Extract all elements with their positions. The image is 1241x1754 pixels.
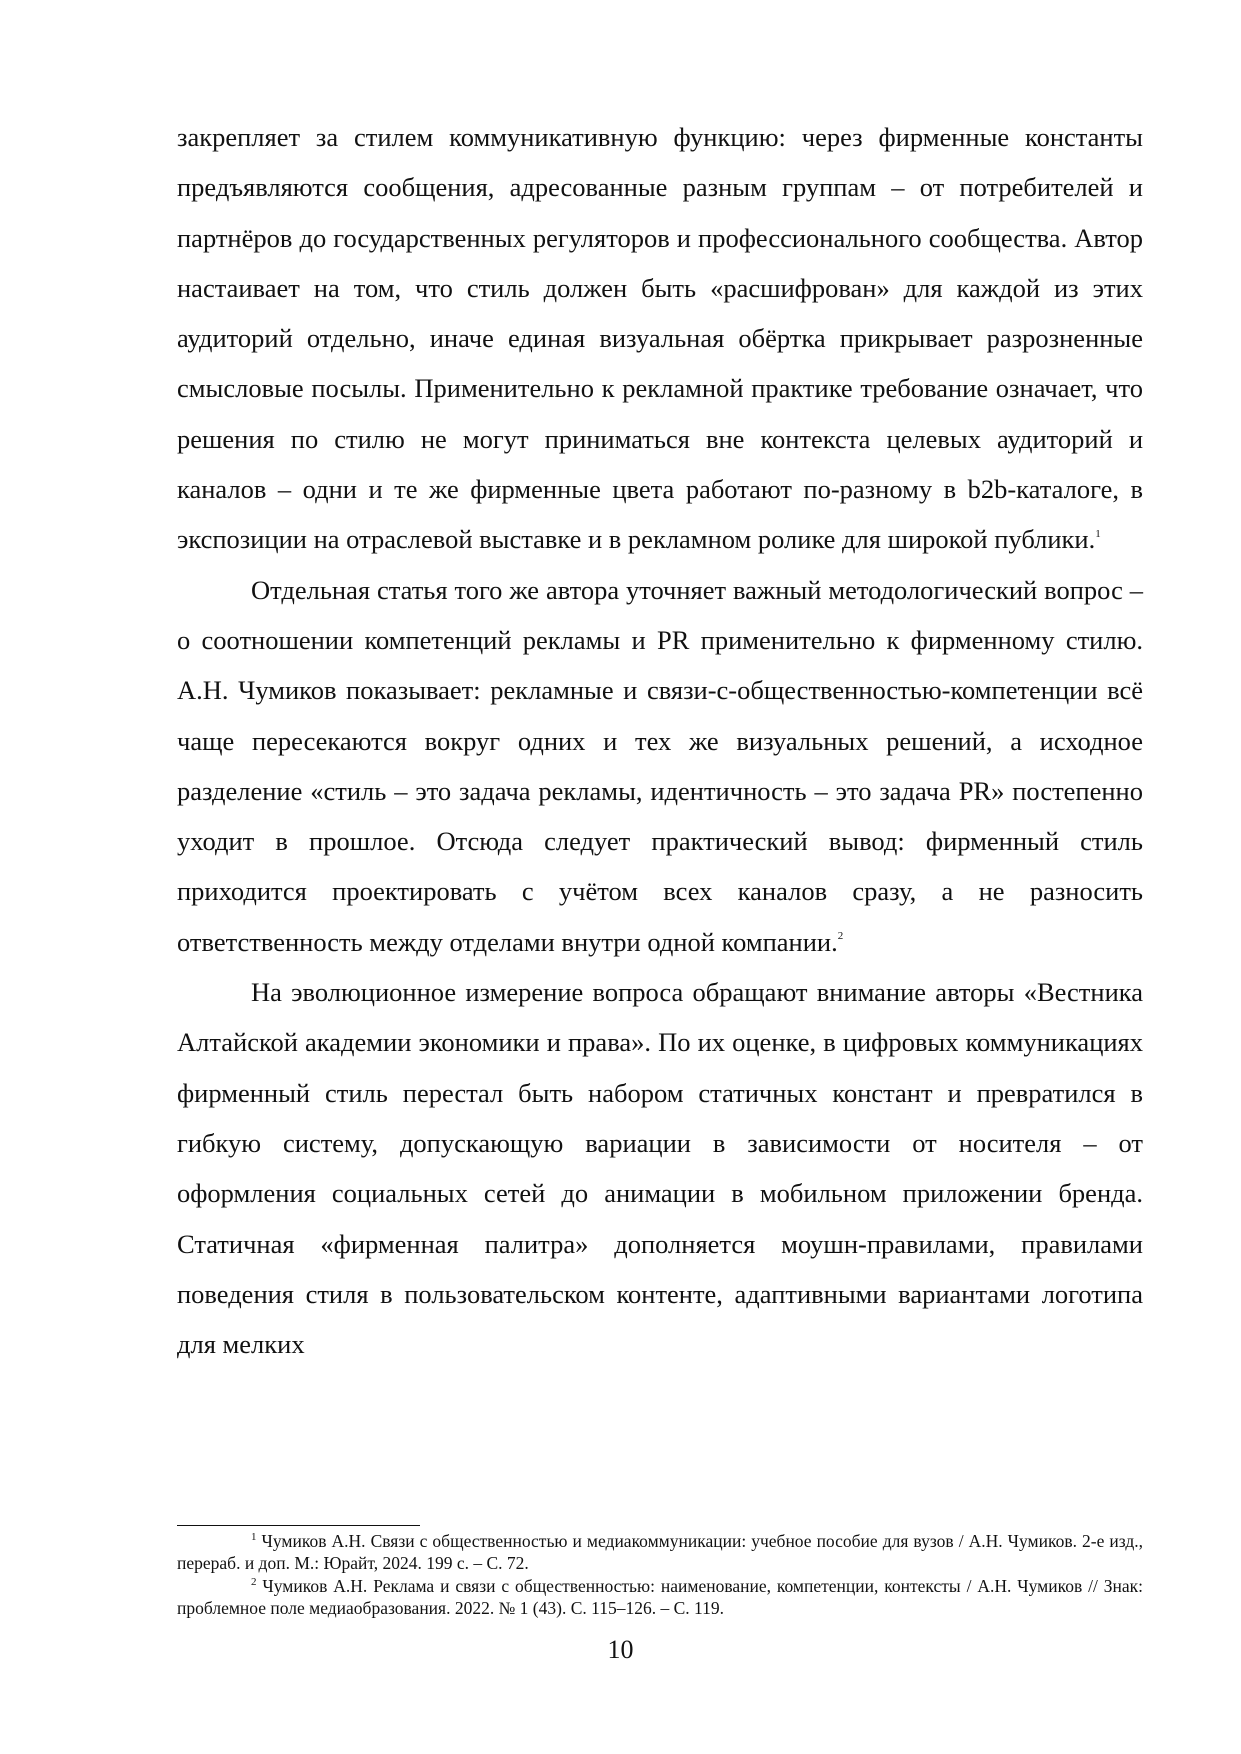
footnote-2-text: Чумиков А.Н. Реклама и связи с общественностью: наименование, компетенции, контексты / А.Н. Чумиков // Знак: проблемное поле медиаобразования. 2022. № 1 (43). С. 115–126. – С. 119. bbox=[177, 1576, 1143, 1618]
paragraph-2-text: Отдельная статья того же автора уточняет важный методологический вопрос – о соотношении компетенций рекламы и PR применительно к фирменному стилю. А.Н. Чумиков показывает: рекламные и связи-с-общественностью-компетенции всё чаще пересекаются вокруг одних и тех же визуальных решений, а исходное разделение «стиль – это задача рекламы, идентичность – это задача PR» постепенно уходит в прошлое. Отсюда следует практический вывод: фирменный стиль приходится проектировать с учётом всех каналов сразу, а не разносить ответственность между отделами внутри одной компании. bbox=[177, 574, 1143, 957]
paragraph-1-text: закрепляет за стилем коммуникативную функцию: через фирменные константы предъявляются сообщения, адресованные разным группам – от потребителей и партнёров до государственных регуляторов и профессионального сообщества. Автор настаивает на том, что стиль должен быть «расшифрован» для каждой из этих аудиторий отдельно, иначе единая визуальная обёртка прикрывает разрозненные смысловые посылы. Применительно к рекламной практике требование означает, что решения по стилю не могут приниматься вне контекста целевых аудиторий и каналов – одни и те же фирменные цвета работают по-разному в b2b-каталоге, в экспозиции на отраслевой выставке и в рекламном ролике для широкой публики. bbox=[177, 122, 1143, 555]
footnote-1-text: Чумиков А.Н. Связи с общественностью и медиакоммуникации: учебное пособие для вузов / А.Н. Чумиков. 2-е изд., перераб. и доп. М.: Юрайт, 2024. 199 с. – С. 72. bbox=[177, 1531, 1143, 1573]
paragraph-1 bbox=[177, 112, 1143, 565]
footnote-ref-1[interactable]: 1 bbox=[1095, 527, 1101, 540]
footnote-2 bbox=[177, 1575, 1143, 1619]
paragraph-3 bbox=[177, 967, 1143, 1369]
paragraph-2 bbox=[177, 565, 1143, 967]
footnote-1 bbox=[177, 1530, 1143, 1574]
footnotes bbox=[177, 1530, 1143, 1620]
footnote-1-number: 1 bbox=[251, 1531, 257, 1544]
footnote-ref-2[interactable]: 2 bbox=[837, 929, 844, 942]
paragraph-3-text: На эволюционное измерение вопроса обращают внимание авторы «Вестника Алтайской академии экономики и права». По их оценке, в цифровых коммуникациях фирменный стиль перестал быть набором статичных констант и превратился в гибкую систему, допускающую вариации в зависимости от носителя – от оформления социальных сетей до анимации в мобильном приложении бренда. Статичная «фирменная палитра» дополняется моушн-правилами, правилами поведения стиля в пользовательском контенте, адаптивными вариантами логотипа для мелких bbox=[177, 977, 1143, 1360]
footnote-2-number: 2 bbox=[251, 1576, 257, 1589]
page-number: 10 bbox=[607, 1635, 634, 1664]
body-text bbox=[177, 112, 1143, 1369]
footnote-separator bbox=[177, 1525, 420, 1526]
